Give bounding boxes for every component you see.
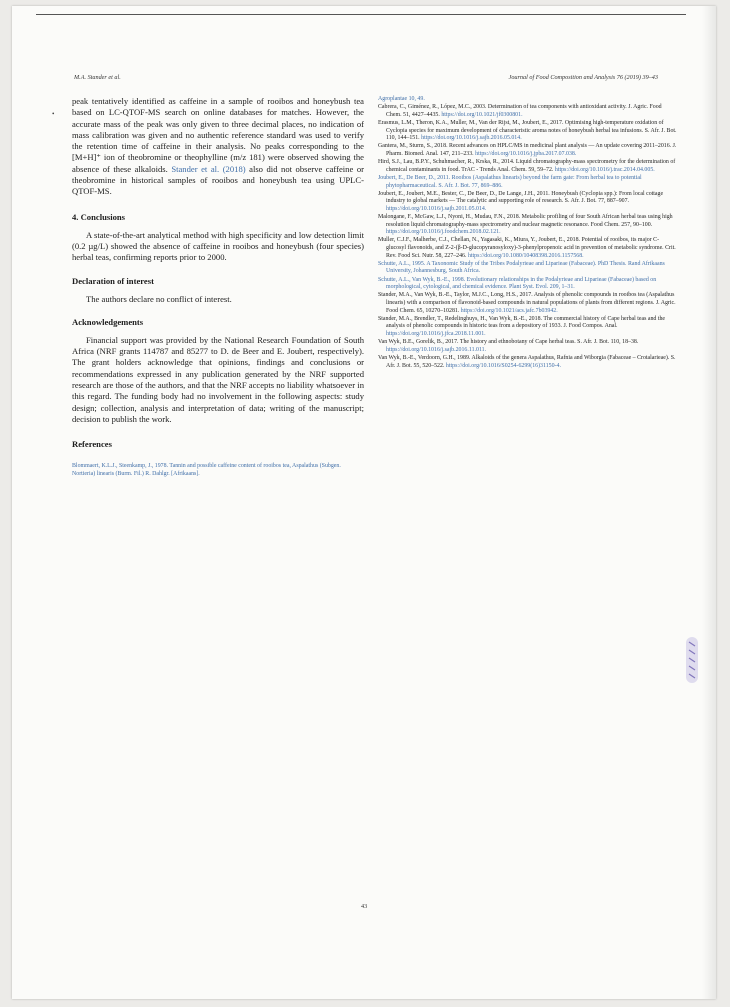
discussion-paragraph [72,96,364,198]
reference-text: Muller, C.J.F., Malherbe, C.J., Chellan, N., Yagasaki, K., Miura, Y., Joubert, E., 2018. Potential of rooibos, its major C-glucosyl flavonoids, and Z-2-(β-D-glucopyranosyloxy)-3-phenylpropenoic acid in prevention of metabolic syndrome. Crit. Rev. Food Sci. Nutr. 58, 227–246. [378,237,676,259]
doi-link[interactable]: https://doi.org/10.1016/j.sajb.2016.05.014. [421,135,522,142]
page-number: 43 [361,903,368,910]
discussion-tail: also did not observe caffeine or theobromine in historical samples of rooibos and honeybush tea using UPLC-QTOF-MS. [72,163,364,197]
reference-item[interactable] [378,175,678,190]
reference-text: Malongane, F., McGaw, L.J., Nyoni, H., Mudau, F.N., 2018. Metabolic profiling of four South African herbal teas using high resolution liquid chromatography-mass spectrometry and nuclear magnetic resonance. Food Chem. 257, 90–100. [378,214,673,228]
running-head-journal: Journal of Food Composition and Analysis 76 (2019) 39–43 [508,74,658,81]
reference-item[interactable] [378,96,678,104]
reference-text: Joubert, E., De Beer, D., 2011. Rooibos (Aspalathus linearis) beyond the farm gate: From herbal tea to potential phytopharmaceutical. S. Afr. J. Bot. 77, 869–886. [378,174,642,189]
doi-link[interactable]: https://doi.org/10.1021/acs.jafc.7b03942. [460,307,558,314]
journal-page [12,6,716,999]
reference-text: Gantera, M., Sturm, S., 2018. Recent advances on HPLC/MS in medicinal plant analysis — An update covering 2011–2016. J. Pharm. Biomed. Anal. 147, 211–233. [378,143,677,157]
reference-text: Hird, S.J., Lau, B.P.Y., Schuhmacher, R., Krska, R., 2014. Liquid chromatography-mass spectrometry for the determination of chemical contaminants in food. TrAC - Trends Anal. Chem. 59, 59–72. [378,159,676,173]
doi-link[interactable]: https://doi.org/10.1016/j.foodchem.2018.02.121. [386,229,501,236]
references-heading: References [72,439,112,450]
doi-link[interactable]: https://doi.org/10.1016/j.jfca.2018.11.001. [386,330,486,337]
reference-text: Van Wyk, B.-E., Verdoorn, G.H., 1989. Alkaloids of the genera Aspalathus, Rafnia and Wiborgia (Fabaceae – Crotalarieae). S. Afr. J. Bot. 55, 520–522. [378,354,676,369]
reference-item [378,143,678,158]
reference-text: Van Wyk, B.E., Gorelik, B., 2017. The history and ethnobotany of Cape herbal teas. S. Afr. J. Bot. 110, 18–38. [378,339,639,346]
reference-item [378,191,678,214]
reference-text: Erasmus, L.M., Theron, K.A., Muller, M., Van der Rijst, M., Joubert, E., 2017. Optimising high-temperature oxidation of Cyclopia species for maximum development of characteristic aroma notes of honeybush herbal tea infusions. S. Afr. J. Bot. 110, 144–151. [378,119,677,142]
reference-item [378,159,678,174]
conclusions-text: A state-of-the-art analytical method with high specificity and low detection limit (0.2 µg/L) showed the absence of caffeine in rooibos and honeybush (four species) herbal teas, confirming reports prior to 2000. [72,229,364,263]
doi-link[interactable]: https://doi.org/10.1080/10408398.2016.1157568. [467,252,584,259]
left-column [72,96,364,478]
reference-item [378,316,678,339]
reference-item [378,120,678,143]
reference-text: Schutte, A.L., Van Wyk, B.-E., 1998. Evolutionary relationships in the Podalyrieae and Liparieae (Fabaceae) based on morphological, cytological, and chemical evidence. Plant Syst. Evol. 209, 1–31. [378,276,657,291]
library-stamp-icon [683,636,701,684]
declaration-heading: Declaration of interest [72,275,154,286]
reference-item [378,104,678,119]
reference-item [378,355,678,370]
reference-item [378,292,678,315]
reference-item [378,339,678,354]
acknowledgements-text: Financial support was provided by the National Research Foundation of South Africa (NRF grants 114787 and 85277 to D. de Beer and E. Joubert, respectively). The grant holders acknowledge that opinions, findings and conclusions or recommendations expressed in any publication generated by the NRF supported research are those of the authors, and that the NRF accepts no liability whatsoever in this regard. The funding body had no involvement in the following aspects: study design; collection, analysis and interpretation of data; writing of the manuscript; decision to publish the work. [72,334,364,424]
reference-text: Joubert, E., Joubert, M.E., Bester, C., De Beer, D., De Lange, J.H., 2011. Honeybush (Cyclopia spp.): From local cottage industry to global markets — The catalytic and supporting role of research. S. Afr. J. Bot. 77, 887–907. [378,190,664,205]
doi-link[interactable]: https://doi.org/10.1016/j.jpba.2017.07.038. [475,150,577,157]
reference-item[interactable] [378,277,678,292]
reference-item[interactable] [378,261,678,276]
doi-link[interactable]: https://doi.org/10.1016/j.trac.2014.04.005. [554,166,655,173]
citation-link[interactable]: Stander et al. (2018) [171,163,246,174]
reference-text: Stander, M.A., Brendler, T., Redelinghuys, H., Van Wyk, B.-E., 2018. The commercial history of Cape herbal teas and the analysis of phenolic compounds in historic teas from a depository of 1933. J. Food Compos. Anal. [378,315,666,330]
conclusions-heading: 4. Conclusions [72,211,126,222]
doi-link[interactable]: https://doi.org/10.1016/j.sajb.2011.05.014. [386,205,487,212]
doi-link[interactable]: https://doi.org/10.1016/j.sajb.2016.11.011. [386,346,487,353]
acknowledgements-heading: Acknowledgements [72,316,144,327]
reference-list [378,96,678,371]
declaration-text: The authors declare no conflict of interest. [86,293,232,304]
page-edge-shadow [702,6,716,999]
doi-link[interactable]: https://doi.org/10.1021/jf0300801. [441,111,523,118]
discussion-text: peak tentatively identified as caffeine in a sample of rooibos and honeybush tea based on LC-QTOF-MS search on online databases for matches. However, the accurate mass of the peak was only given to three decimal places, no indication of mass calibration was given and no authentic reference standard was used to verify the retention time of caffeine in their analysis. No peaks corresponding to the [M+H]⁺ ion of theobromine or theophylline (m/z 181) were observed showing the absence of these alkaloids. [72,96,364,174]
doi-link[interactable]: https://doi.org/10.1016/S0254-6299(16)31150-4. [445,362,561,369]
margin-mark: • [52,110,55,118]
running-head-authors: M.A. Stander et al. [74,74,121,81]
reference-text: Stander, M.A., Van Wyk, B.-E., Taylor, M.J.C., Long, H.S., 2017. Analysis of phenolic compounds in rooibos tea (Aspalathus linearis) with a comparison of flavonoid-based compounds in natural populations of plants from different regions. J. Agric. Food Chem. 65, 10270–10281. [378,292,676,314]
reference-item [378,214,678,237]
top-rule [36,14,686,15]
reference-item [378,237,678,260]
reference-text: Schutte, A.L., 1995. A Taxonomic Study of the Tribes Podalyrieae and Liparieae (Fabaceae). PhD Thesis. Rand Afrikaans University, Johannesburg, South Africa. [378,260,665,275]
reference-text: Cabrera, C., Giménez, R., López, M.C., 2003. Determination of tea components with antioxidant activity. J. Agric. Food Chem. 51, 4427–4435. [378,104,662,118]
reference-text: Agroplantae 10, 49. [378,96,425,102]
reference-blommaert[interactable]: Blommaert, K.L.J., Steenkamp, J., 1978. Tannin and possible caffeine content of rooibos tea, Aspalathus (Subgen. Nortieria) linearis (Burm. Fil.) R. Dahlgr. [Afrikaans]. [72,463,341,477]
